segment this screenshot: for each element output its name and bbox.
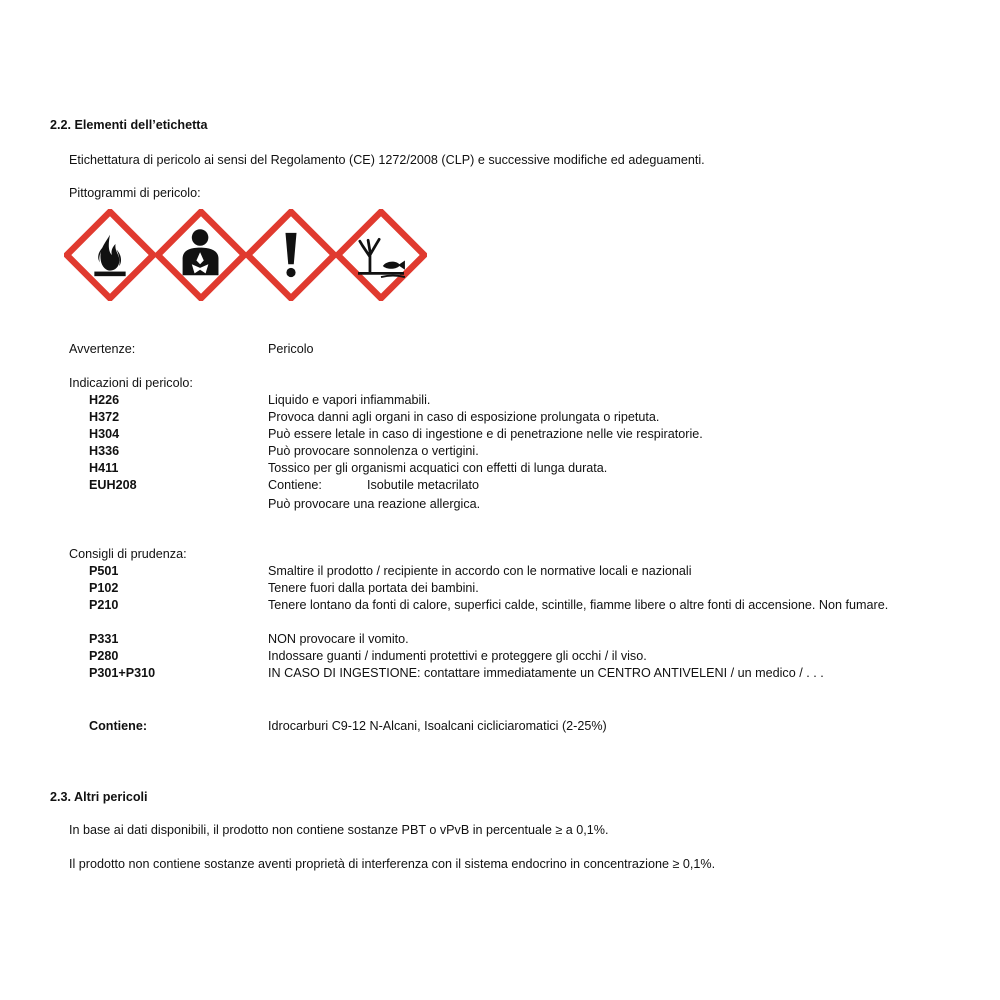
hazard-code: H336 [89,444,120,458]
contains-label: Contiene: [89,719,148,733]
hazard-code: H304 [89,427,120,441]
hazard-text: Può essere letale in caso di ingestione e di penetrazione nelle vie respiratorie. [268,427,703,441]
signal-word-label: Avvertenze: [69,342,136,356]
section-2-3-title: 2.3. Altri pericoli [50,790,148,804]
euh-text: Può provocare una reazione allergica. [268,497,481,511]
hazard-text: Provoca danni agli organi in caso di esposizione prolungata o ripetuta. [268,410,660,424]
precaution-text: Smaltire il prodotto / recipiente in accordo con le normative locali e nazionali [268,564,692,578]
signal-word: Pericolo [268,342,314,356]
precaution-code: P102 [89,581,119,595]
precaution-text: NON provocare il vomito. [268,632,409,646]
clp-intro: Etichettatura di pericolo ai sensi del Regolamento (CE) 1272/2008 (CLP) e successive modifiche ed adeguamenti. [69,153,705,167]
flame-pictogram-icon [64,209,156,301]
health-hazard-pictogram-icon [155,209,247,301]
precaution-text: IN CASO DI INGESTIONE: contattare immediatamente un CENTRO ANTIVELENI / un medico / . . . [268,666,824,680]
exclamation-mark-pictogram-icon [245,209,337,301]
section-2-2-title: 2.2. Elementi dell’etichetta [50,118,208,132]
precaution-code: P331 [89,632,119,646]
euh-contains-label: Contiene: [268,478,322,492]
hazard-text: Liquido e vapori infiammabili. [268,393,431,407]
precaution-code: P301+P310 [89,666,156,680]
hazard-code: H372 [89,410,120,424]
precaution-code: P501 [89,564,119,578]
precaution-text: Indossare guanti / indumenti protettivi e proteggere gli occhi / il viso. [268,649,647,663]
precaution-code: P280 [89,649,119,663]
other-hazards-line-2: Il prodotto non contiene sostanze aventi proprietà di interferenza con il sistema endocrino in concentrazione ≥ 0,1%. [69,857,716,871]
hazard-code: H226 [89,393,120,407]
precaution-text: Tenere fuori dalla portata dei bambini. [268,581,479,595]
precaution-text: Tenere lontano da fonti di calore, superfici calde, scintille, fiamme libere o altre fonti di accensione. Non fumare. [268,598,889,612]
hazard-text: Può provocare sonnolenza o vertigini. [268,444,479,458]
pictograms-label: Pittogrammi di pericolo: [69,186,201,200]
euh-substance: Isobutile metacrilato [367,478,479,492]
contains-text: Idrocarburi C9-12 N-Alcani, Isoalcani cicliciaromatici (2-25%) [268,719,607,733]
other-hazards-line-1: In base ai dati disponibili, il prodotto non contiene sostanze PBT o vPvB in percentuale ≥ a 0,1%. [69,823,609,837]
precaution-code: P210 [89,598,119,612]
hazard-code: H411 [89,461,119,475]
environment-pictogram-icon [335,209,427,301]
precautionary-statements-label: Consigli di prudenza: [69,547,187,561]
hazard-text: Tossico per gli organismi acquatici con effetti di lunga durata. [268,461,608,475]
euh-code: EUH208 [89,478,137,492]
hazard-statements-label: Indicazioni di pericolo: [69,376,193,390]
